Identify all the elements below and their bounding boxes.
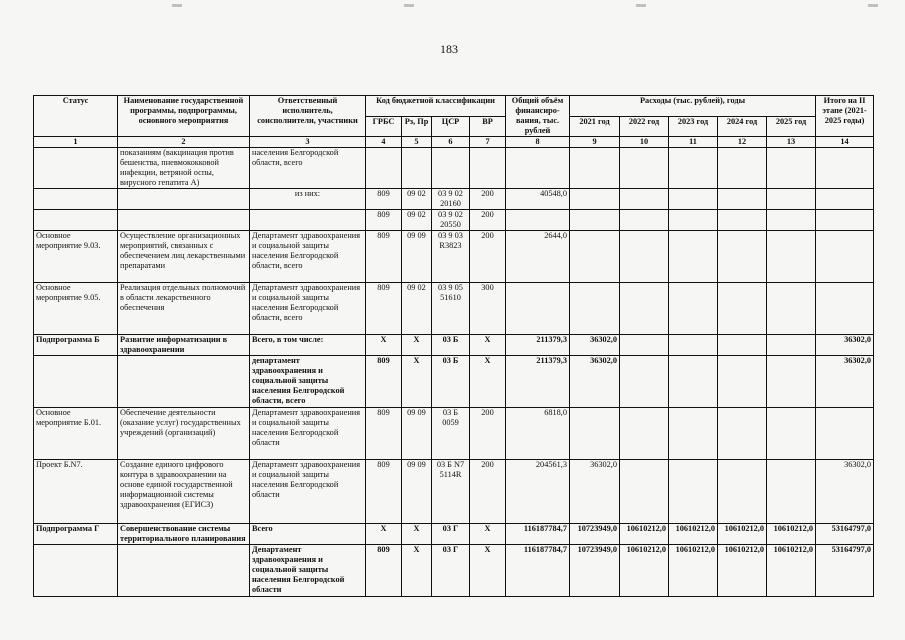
- cell-name: Создание единого цифрового контура в здравоохранении на основе единой государственной информационной системы здравоохранения (ЕГИСЗ): [118, 460, 250, 524]
- cell-2023: [669, 408, 718, 460]
- cell-stage-total: 36302,0: [816, 335, 874, 356]
- cell-name: Реализация отдельных полномочий в области лекарственного обеспечения: [118, 283, 250, 335]
- cell-vr: 200: [470, 408, 506, 460]
- header-total-finance: Общий объём финансиро-вания, тыс. рублей: [506, 96, 570, 137]
- cell-executor: Всего: [250, 524, 366, 545]
- cell-stage-total: 53164797,0: [816, 524, 874, 545]
- cell-rz: Х: [402, 356, 432, 408]
- cell-2023: [669, 189, 718, 210]
- header-expenses: Расходы (тыс. рублей), годы: [570, 96, 816, 117]
- cell-grbs: 809: [366, 283, 402, 335]
- cell-status: [34, 545, 118, 597]
- cell-2022: [620, 189, 669, 210]
- table-row: [34, 283, 874, 335]
- cell-2025: [767, 231, 816, 283]
- cell-rz: 09 02: [402, 210, 432, 231]
- cell-vr: Х: [470, 356, 506, 408]
- table-body: [34, 96, 874, 597]
- cell-2025: [767, 335, 816, 356]
- scan-mark: [172, 4, 182, 7]
- column-number: 6: [432, 137, 470, 148]
- cell-csr: 03 9 02 20550: [432, 210, 470, 231]
- cell-2024: [718, 231, 767, 283]
- cell-rz: Х: [402, 524, 432, 545]
- budget-table: [33, 95, 874, 597]
- cell-name: [118, 356, 250, 408]
- header-name: Наименование государственной программы, подпрограммы, основного мероприятия: [118, 96, 250, 137]
- cell-2025: [767, 189, 816, 210]
- cell-grbs: 809: [366, 460, 402, 524]
- table-row: [34, 460, 874, 524]
- cell-vr: Х: [470, 524, 506, 545]
- cell-stage-total: [816, 408, 874, 460]
- cell-name: [118, 210, 250, 231]
- cell-total: 211379,3: [506, 356, 570, 408]
- cell-2022: [620, 210, 669, 231]
- column-number-row: [34, 137, 874, 148]
- cell-status: [34, 210, 118, 231]
- table-row: [34, 335, 874, 356]
- table-row: [34, 210, 874, 231]
- cell-stage-total: 36302,0: [816, 356, 874, 408]
- cell-name: Совершенствование системы территориального планирования: [118, 524, 250, 545]
- cell-status: Основное мероприятие 9.05.: [34, 283, 118, 335]
- cell-2023: [669, 283, 718, 335]
- page-number: 183: [440, 42, 458, 56]
- header-budget-code: Код бюджетной классификации: [366, 96, 506, 117]
- cell-status: [34, 189, 118, 210]
- cell-2021: 36302,0: [570, 356, 620, 408]
- cell-vr: Х: [470, 335, 506, 356]
- cell-name: Осуществление организационных мероприятий, связанных с обеспечением лиц лекарственными препаратами: [118, 231, 250, 283]
- table-row: [34, 524, 874, 545]
- cell-2025: [767, 408, 816, 460]
- cell-stage-total: [816, 210, 874, 231]
- cell-vr: Х: [470, 545, 506, 597]
- cell-rz: 09 02: [402, 189, 432, 210]
- cell-2021: 10723949,0: [570, 545, 620, 597]
- cell-status: Подпрограмма Г: [34, 524, 118, 545]
- cell-executor: Департамент здравоохранения и социальной защиты населения Белгородской области: [250, 460, 366, 524]
- column-number: 2: [118, 137, 250, 148]
- cell-status: Основное мероприятие Б.01.: [34, 408, 118, 460]
- cell-csr: 03 Г: [432, 524, 470, 545]
- cell-2022: [620, 283, 669, 335]
- cell-2021: [570, 189, 620, 210]
- cell-total: [506, 210, 570, 231]
- cell-2024: [718, 189, 767, 210]
- cell-2021: [570, 210, 620, 231]
- cell-2023: [669, 231, 718, 283]
- cell-2022: [620, 356, 669, 408]
- cell-grbs: Х: [366, 335, 402, 356]
- cell-2025: 10610212,0: [767, 524, 816, 545]
- header-csr: ЦСР: [432, 116, 470, 137]
- table-row: [34, 148, 874, 189]
- cell-2024: 10610212,0: [718, 545, 767, 597]
- cell-total: 116187784,7: [506, 545, 570, 597]
- cell-csr: 03 Б: [432, 335, 470, 356]
- cell-csr: 03 9 03 R3823: [432, 231, 470, 283]
- cell-2021: [570, 148, 620, 189]
- header-rzpr: Рз, Пр: [402, 116, 432, 137]
- column-number: 3: [250, 137, 366, 148]
- cell-2022: [620, 148, 669, 189]
- header-2023: 2023 год: [669, 116, 718, 137]
- cell-csr: 03 Б 0059: [432, 408, 470, 460]
- cell-executor: из них:: [250, 189, 366, 210]
- cell-grbs: [366, 148, 402, 189]
- column-number: 14: [816, 137, 874, 148]
- cell-name: Обеспечение деятельности (оказание услуг) государственных учреждений (организаций): [118, 408, 250, 460]
- cell-grbs: 809: [366, 231, 402, 283]
- cell-2021: 36302,0: [570, 460, 620, 524]
- column-number: 1: [34, 137, 118, 148]
- column-number: 13: [767, 137, 816, 148]
- table-row: [34, 189, 874, 210]
- cell-stage-total: [816, 283, 874, 335]
- cell-total: [506, 283, 570, 335]
- column-number: 9: [570, 137, 620, 148]
- cell-rz: [402, 148, 432, 189]
- cell-2022: [620, 408, 669, 460]
- header-stage-total: Итого на II этапе (2021-2025 годы): [816, 96, 874, 137]
- cell-total: 211379,3: [506, 335, 570, 356]
- cell-executor: Департамент здравоохранения и социальной защиты населения Белгородской области: [250, 545, 366, 597]
- cell-executor: [250, 210, 366, 231]
- cell-grbs: 809: [366, 356, 402, 408]
- cell-2022: [620, 460, 669, 524]
- cell-2021: 36302,0: [570, 335, 620, 356]
- cell-2024: [718, 408, 767, 460]
- cell-csr: 03 Б: [432, 356, 470, 408]
- cell-stage-total: [816, 231, 874, 283]
- cell-2025: [767, 356, 816, 408]
- table-row: [34, 408, 874, 460]
- cell-2025: [767, 148, 816, 189]
- cell-stage-total: 36302,0: [816, 460, 874, 524]
- cell-2021: 10723949,0: [570, 524, 620, 545]
- table-row: [34, 545, 874, 597]
- header-status: Статус: [34, 96, 118, 137]
- cell-csr: 03 Б N7 5114R: [432, 460, 470, 524]
- cell-2023: [669, 335, 718, 356]
- cell-stage-total: [816, 148, 874, 189]
- cell-stage-total: [816, 189, 874, 210]
- cell-csr: [432, 148, 470, 189]
- cell-rz: 09 09: [402, 408, 432, 460]
- cell-2022: [620, 335, 669, 356]
- column-number: 8: [506, 137, 570, 148]
- cell-grbs: 809: [366, 408, 402, 460]
- cell-2021: [570, 283, 620, 335]
- cell-2024: [718, 356, 767, 408]
- cell-stage-total: 53164797,0: [816, 545, 874, 597]
- cell-vr: 200: [470, 460, 506, 524]
- cell-status: [34, 148, 118, 189]
- cell-2024: [718, 335, 767, 356]
- cell-2024: [718, 460, 767, 524]
- cell-total: [506, 148, 570, 189]
- cell-vr: 200: [470, 210, 506, 231]
- header-2021: 2021 год: [570, 116, 620, 137]
- cell-rz: 09 09: [402, 231, 432, 283]
- cell-2025: 10610212,0: [767, 545, 816, 597]
- header-executor: Ответственный исполнитель, соисполнители, участники: [250, 96, 366, 137]
- cell-rz: Х: [402, 335, 432, 356]
- cell-name: показаниям (вакцинация против бешенства, пневмококковой инфекции, ветряной оспы, вирусного гепатита А): [118, 148, 250, 189]
- scan-mark: [636, 4, 646, 7]
- cell-2023: 10610212,0: [669, 524, 718, 545]
- cell-total: 6818,0: [506, 408, 570, 460]
- cell-2023: [669, 210, 718, 231]
- cell-vr: 300: [470, 283, 506, 335]
- cell-2023: 10610212,0: [669, 545, 718, 597]
- cell-rz: 09 09: [402, 460, 432, 524]
- column-number: 10: [620, 137, 669, 148]
- cell-2022: 10610212,0: [620, 524, 669, 545]
- cell-executor: Департамент здравоохранения и социальной защиты населения Белгородской области: [250, 408, 366, 460]
- cell-status: Подпрограмма Б: [34, 335, 118, 356]
- cell-grbs: 809: [366, 545, 402, 597]
- cell-executor: Департамент здравоохранения и социальной защиты населения Белгородской области, всего: [250, 283, 366, 335]
- header-vr: ВР: [470, 116, 506, 137]
- cell-2021: [570, 408, 620, 460]
- column-number: 11: [669, 137, 718, 148]
- cell-2025: [767, 210, 816, 231]
- cell-rz: Х: [402, 545, 432, 597]
- cell-executor: Департамент здравоохранения и социальной защиты населения Белгородской области, всего: [250, 231, 366, 283]
- cell-total: 2644,0: [506, 231, 570, 283]
- cell-name: Развитие информатизации в здравоохранении: [118, 335, 250, 356]
- cell-vr: 200: [470, 189, 506, 210]
- cell-csr: 03 Г: [432, 545, 470, 597]
- header-2022: 2022 год: [620, 116, 669, 137]
- cell-vr: [470, 148, 506, 189]
- scan-mark: [868, 4, 878, 7]
- cell-2023: [669, 148, 718, 189]
- cell-rz: 09 02: [402, 283, 432, 335]
- cell-grbs: 809: [366, 189, 402, 210]
- cell-2023: [669, 460, 718, 524]
- cell-csr: 03 9 02 20160: [432, 189, 470, 210]
- cell-2023: [669, 356, 718, 408]
- cell-name: [118, 189, 250, 210]
- cell-total: 40548,0: [506, 189, 570, 210]
- cell-status: [34, 356, 118, 408]
- cell-2024: [718, 210, 767, 231]
- column-number: 5: [402, 137, 432, 148]
- table-row: [34, 356, 874, 408]
- cell-vr: 200: [470, 231, 506, 283]
- cell-executor: Всего, в том числе:: [250, 335, 366, 356]
- cell-total: 204561,3: [506, 460, 570, 524]
- cell-2025: [767, 460, 816, 524]
- cell-total: 116187784,7: [506, 524, 570, 545]
- cell-status: Основное мероприятие 9.03.: [34, 231, 118, 283]
- cell-grbs: Х: [366, 524, 402, 545]
- cell-2021: [570, 231, 620, 283]
- cell-executor: населения Белгородской области, всего: [250, 148, 366, 189]
- cell-2022: 10610212,0: [620, 545, 669, 597]
- header-grbs: ГРБС: [366, 116, 402, 137]
- column-number: 4: [366, 137, 402, 148]
- cell-2022: [620, 231, 669, 283]
- cell-2024: [718, 283, 767, 335]
- scan-mark: [404, 4, 414, 7]
- cell-2024: [718, 148, 767, 189]
- column-number: 12: [718, 137, 767, 148]
- cell-csr: 03 9 05 51610: [432, 283, 470, 335]
- header-2024: 2024 год: [718, 116, 767, 137]
- cell-grbs: 809: [366, 210, 402, 231]
- table-row: [34, 231, 874, 283]
- cell-2024: 10610212,0: [718, 524, 767, 545]
- column-number: 7: [470, 137, 506, 148]
- cell-name: [118, 545, 250, 597]
- header-2025: 2025 год: [767, 116, 816, 137]
- cell-executor: департамент здравоохранения и социальной защиты населения Белгородской области, всего: [250, 356, 366, 408]
- header-row-1: [34, 96, 874, 117]
- cell-2025: [767, 283, 816, 335]
- cell-status: Проект Б.N7.: [34, 460, 118, 524]
